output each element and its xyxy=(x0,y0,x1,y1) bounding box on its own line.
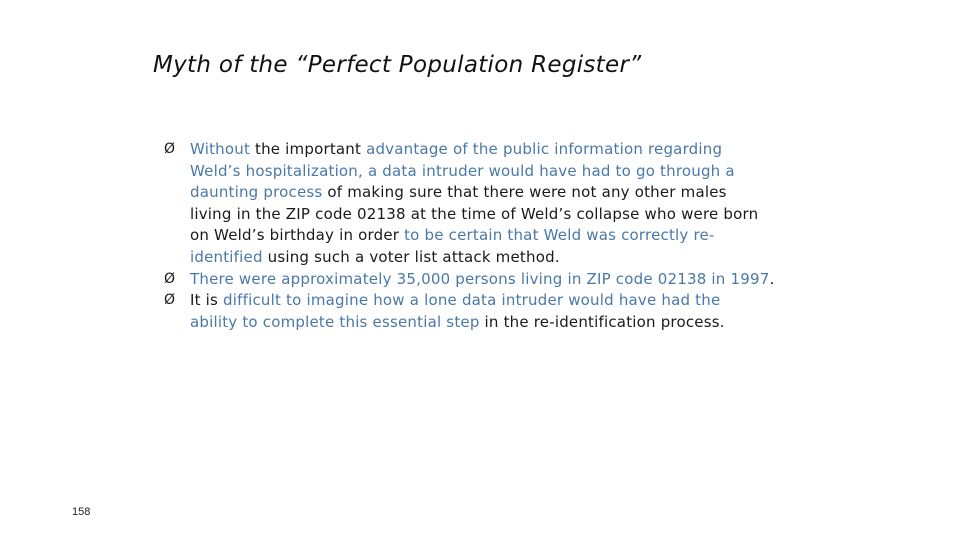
body-text: It is xyxy=(190,291,224,310)
highlighted-text: ability to complete this essential step xyxy=(190,312,480,331)
bullet-text-line xyxy=(190,139,822,161)
body-text: of making sure that there were not any other males xyxy=(322,183,727,202)
highlighted-text: advantage of the public information regarding xyxy=(366,140,723,158)
bullet-item xyxy=(162,139,822,269)
bullet-text-line xyxy=(190,225,822,247)
highlighted-text: Weld’s hospitalization, a data intruder would have had to go through a xyxy=(190,161,735,180)
body-text: . xyxy=(769,269,775,288)
bullet-text-line xyxy=(190,161,822,183)
arrow-bullet-icon: Ø xyxy=(164,292,176,309)
bullet-item xyxy=(162,269,822,291)
bullet-text-line xyxy=(190,290,822,312)
body-text: using such a voter list attack method. xyxy=(262,247,560,266)
highlighted-text: identified xyxy=(190,247,263,266)
highlighted-text: to be certain that Weld was correctly re- xyxy=(404,226,715,245)
body-text: the important xyxy=(250,140,367,158)
bullet-text-line xyxy=(190,247,822,269)
body-text: living in the ZIP code 02138 at the time of Weld’s collapse who were born xyxy=(190,204,759,223)
bullet-list xyxy=(162,139,822,333)
highlighted-text: Without xyxy=(190,140,251,158)
bullet-text-line xyxy=(190,204,822,226)
body-text: in the re-identification process. xyxy=(479,312,725,331)
body-text: on Weld’s birthday in order xyxy=(190,226,405,245)
slide-title: Myth of the “Perfect Population Register” xyxy=(153,52,642,78)
arrow-bullet-icon: Ø xyxy=(164,270,176,287)
page-number: 158 xyxy=(72,506,91,518)
arrow-bullet-icon: Ø xyxy=(164,141,176,157)
highlighted-text: There were approximately 35,000 persons living in ZIP code 02138 in 1997 xyxy=(190,269,770,288)
bullet-text-line xyxy=(190,182,822,204)
bullet-text-line xyxy=(190,269,822,291)
bullet-item xyxy=(162,290,822,333)
highlighted-text: difficult to imagine how a lone data intruder would have had the xyxy=(223,291,721,310)
bullet-text-line xyxy=(190,312,822,334)
highlighted-text: daunting process xyxy=(190,183,323,202)
